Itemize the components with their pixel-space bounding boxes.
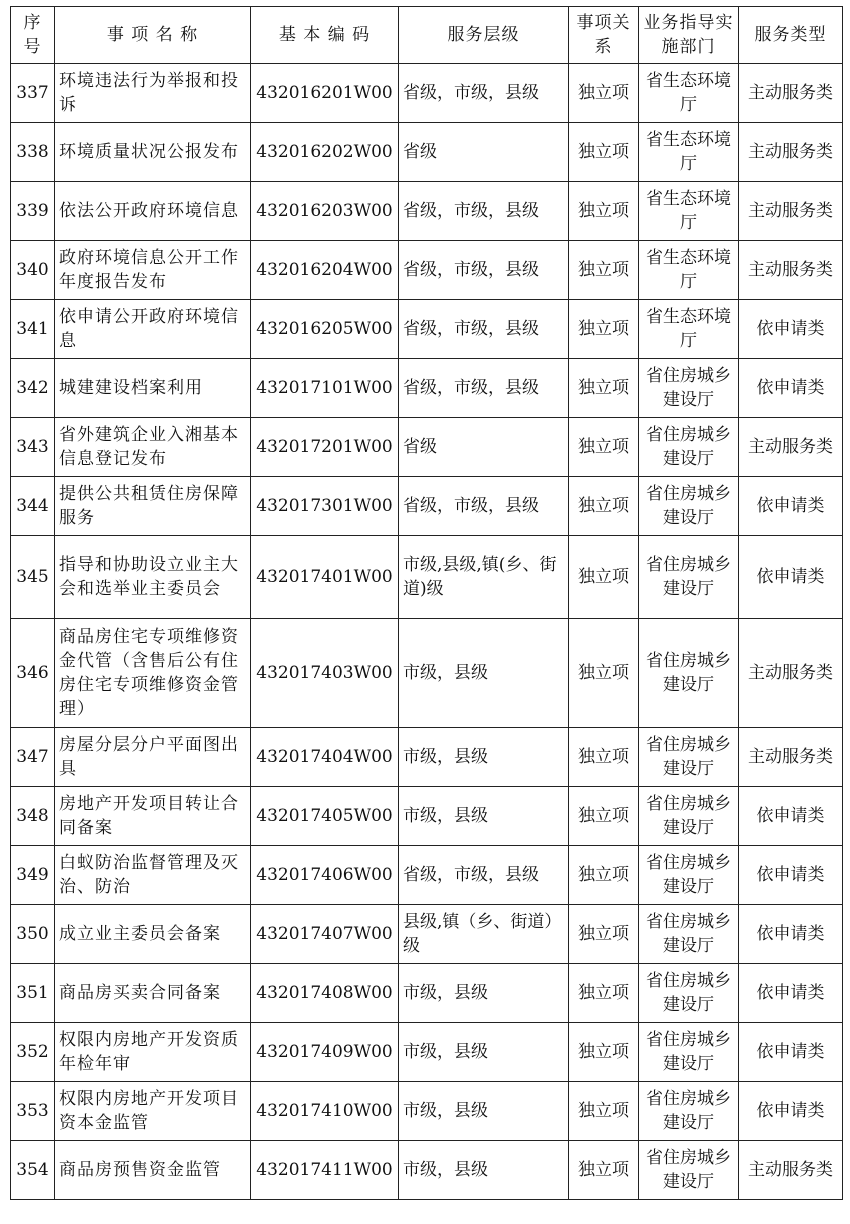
- table-row: [11, 1082, 843, 1141]
- row-relation: 独立项: [569, 536, 639, 619]
- table-row: [11, 300, 843, 359]
- row-dept: 省住房城乡建设厅: [639, 846, 739, 905]
- table-row: [11, 477, 843, 536]
- row-dept: 省住房城乡建设厅: [639, 359, 739, 418]
- row-seq: 343: [11, 418, 55, 477]
- row-name: 商品房买卖合同备案: [55, 964, 251, 1023]
- row-code: 432016201W00: [251, 64, 399, 123]
- row-dept: 省住房城乡建设厅: [639, 477, 739, 536]
- row-level: 省级: [399, 123, 569, 182]
- row-seq: 354: [11, 1141, 55, 1200]
- table-row: [11, 418, 843, 477]
- row-dept: 省住房城乡建设厅: [639, 1141, 739, 1200]
- table-row: [11, 619, 843, 728]
- row-seq: 344: [11, 477, 55, 536]
- table-row: [11, 905, 843, 964]
- row-code: 432017411W00: [251, 1141, 399, 1200]
- row-level: 县级,镇（乡、街道）级: [399, 905, 569, 964]
- row-level: 市级，县级: [399, 1141, 569, 1200]
- row-code: 432017407W00: [251, 905, 399, 964]
- row-seq: 347: [11, 728, 55, 787]
- row-type: 主动服务类: [739, 182, 843, 241]
- row-relation: 独立项: [569, 64, 639, 123]
- row-dept: 省生态环境厅: [639, 182, 739, 241]
- row-name: 环境质量状况公报发布: [55, 123, 251, 182]
- row-relation: 独立项: [569, 241, 639, 300]
- row-code: 432017101W00: [251, 359, 399, 418]
- row-name: 提供公共租赁住房保障服务: [55, 477, 251, 536]
- row-type: 依申请类: [739, 964, 843, 1023]
- row-level: 省级，市级，县级: [399, 300, 569, 359]
- header-code: 基 本 编 码: [251, 7, 399, 64]
- row-name: 商品房预售资金监管: [55, 1141, 251, 1200]
- row-dept: 省生态环境厅: [639, 241, 739, 300]
- row-dept: 省住房城乡建设厅: [639, 787, 739, 846]
- row-name: 权限内房地产开发资质年检年审: [55, 1023, 251, 1082]
- row-name: 城建建设档案利用: [55, 359, 251, 418]
- row-relation: 独立项: [569, 964, 639, 1023]
- table-row: [11, 1023, 843, 1082]
- row-name: 白蚁防治监督管理及灭治、防治: [55, 846, 251, 905]
- row-name: 环境违法行为举报和投诉: [55, 64, 251, 123]
- row-seq: 351: [11, 964, 55, 1023]
- row-type: 主动服务类: [739, 728, 843, 787]
- row-code: 432016205W00: [251, 300, 399, 359]
- row-name: 房屋分层分户平面图出具: [55, 728, 251, 787]
- row-seq: 352: [11, 1023, 55, 1082]
- row-level: 市级,县级,镇(乡、街道)级: [399, 536, 569, 619]
- row-relation: 独立项: [569, 728, 639, 787]
- row-relation: 独立项: [569, 619, 639, 728]
- row-seq: 337: [11, 64, 55, 123]
- table-row: [11, 728, 843, 787]
- service-items-table: [10, 6, 843, 1200]
- row-type: 主动服务类: [739, 64, 843, 123]
- row-code: 432017403W00: [251, 619, 399, 728]
- row-relation: 独立项: [569, 1082, 639, 1141]
- row-type: 依申请类: [739, 905, 843, 964]
- row-relation: 独立项: [569, 418, 639, 477]
- header-seq: 序号: [11, 7, 55, 64]
- row-seq: 340: [11, 241, 55, 300]
- row-name: 指导和协助设立业主大会和选举业主委员会: [55, 536, 251, 619]
- row-dept: 省住房城乡建设厅: [639, 728, 739, 787]
- table-row: [11, 846, 843, 905]
- row-code: 432017301W00: [251, 477, 399, 536]
- row-seq: 349: [11, 846, 55, 905]
- row-level: 省级，市级，县级: [399, 182, 569, 241]
- row-relation: 独立项: [569, 123, 639, 182]
- row-name: 省外建筑企业入湘基本信息登记发布: [55, 418, 251, 477]
- row-relation: 独立项: [569, 905, 639, 964]
- row-level: 市级，县级: [399, 728, 569, 787]
- row-relation: 独立项: [569, 846, 639, 905]
- row-dept: 省生态环境厅: [639, 123, 739, 182]
- row-relation: 独立项: [569, 182, 639, 241]
- row-level: 市级，县级: [399, 1023, 569, 1082]
- row-code: 432017405W00: [251, 787, 399, 846]
- row-name: 权限内房地产开发项目资本金监管: [55, 1082, 251, 1141]
- row-level: 省级，市级，县级: [399, 477, 569, 536]
- row-type: 依申请类: [739, 300, 843, 359]
- row-level: 省级: [399, 418, 569, 477]
- header-dept: 业务指导实施部门: [639, 7, 739, 64]
- table-row: [11, 359, 843, 418]
- row-dept: 省生态环境厅: [639, 64, 739, 123]
- row-type: 主动服务类: [739, 241, 843, 300]
- table-row: [11, 64, 843, 123]
- row-relation: 独立项: [569, 359, 639, 418]
- row-dept: 省住房城乡建设厅: [639, 418, 739, 477]
- row-name: 成立业主委员会备案: [55, 905, 251, 964]
- row-dept: 省住房城乡建设厅: [639, 1082, 739, 1141]
- row-dept: 省生态环境厅: [639, 300, 739, 359]
- row-seq: 338: [11, 123, 55, 182]
- row-name: 依申请公开政府环境信息: [55, 300, 251, 359]
- row-seq: 339: [11, 182, 55, 241]
- table-row: [11, 787, 843, 846]
- row-type: 依申请类: [739, 1082, 843, 1141]
- row-relation: 独立项: [569, 300, 639, 359]
- row-code: 432016202W00: [251, 123, 399, 182]
- table-row: [11, 241, 843, 300]
- row-dept: 省住房城乡建设厅: [639, 619, 739, 728]
- row-name: 房地产开发项目转让合同备案: [55, 787, 251, 846]
- row-level: 市级，县级: [399, 787, 569, 846]
- row-type: 依申请类: [739, 359, 843, 418]
- table-row: [11, 1141, 843, 1200]
- row-code: 432017401W00: [251, 536, 399, 619]
- table-header-row: [11, 7, 843, 64]
- row-code: 432017201W00: [251, 418, 399, 477]
- row-level: 省级，市级，县级: [399, 359, 569, 418]
- row-relation: 独立项: [569, 787, 639, 846]
- row-type: 主动服务类: [739, 123, 843, 182]
- row-level: 市级，县级: [399, 1082, 569, 1141]
- header-type: 服务类型: [739, 7, 843, 64]
- row-type: 主动服务类: [739, 619, 843, 728]
- row-seq: 342: [11, 359, 55, 418]
- row-type: 依申请类: [739, 787, 843, 846]
- row-type: 主动服务类: [739, 1141, 843, 1200]
- header-relation: 事项关系: [569, 7, 639, 64]
- row-seq: 345: [11, 536, 55, 619]
- row-seq: 341: [11, 300, 55, 359]
- row-level: 省级，市级，县级: [399, 64, 569, 123]
- table-row: [11, 182, 843, 241]
- header-level: 服务层级: [399, 7, 569, 64]
- row-seq: 353: [11, 1082, 55, 1141]
- row-seq: 346: [11, 619, 55, 728]
- row-name: 依法公开政府环境信息: [55, 182, 251, 241]
- row-dept: 省住房城乡建设厅: [639, 964, 739, 1023]
- row-name: 政府环境信息公开工作年度报告发布: [55, 241, 251, 300]
- row-dept: 省住房城乡建设厅: [639, 1023, 739, 1082]
- row-seq: 348: [11, 787, 55, 846]
- row-type: 依申请类: [739, 477, 843, 536]
- table-row: [11, 123, 843, 182]
- row-type: 依申请类: [739, 1023, 843, 1082]
- row-level: 市级，县级: [399, 619, 569, 728]
- row-code: 432017409W00: [251, 1023, 399, 1082]
- row-type: 依申请类: [739, 846, 843, 905]
- row-relation: 独立项: [569, 1023, 639, 1082]
- table-row: [11, 964, 843, 1023]
- row-dept: 省住房城乡建设厅: [639, 536, 739, 619]
- row-relation: 独立项: [569, 1141, 639, 1200]
- row-dept: 省住房城乡建设厅: [639, 905, 739, 964]
- row-seq: 350: [11, 905, 55, 964]
- row-type: 依申请类: [739, 536, 843, 619]
- row-level: 省级，市级，县级: [399, 241, 569, 300]
- row-code: 432017404W00: [251, 728, 399, 787]
- row-code: 432017406W00: [251, 846, 399, 905]
- row-relation: 独立项: [569, 477, 639, 536]
- table-row: [11, 536, 843, 619]
- row-code: 432017408W00: [251, 964, 399, 1023]
- row-code: 432016204W00: [251, 241, 399, 300]
- row-level: 市级，县级: [399, 964, 569, 1023]
- row-code: 432016203W00: [251, 182, 399, 241]
- row-type: 主动服务类: [739, 418, 843, 477]
- header-name: 事 项 名 称: [55, 7, 251, 64]
- row-level: 省级，市级，县级: [399, 846, 569, 905]
- row-name: 商品房住宅专项维修资金代管（含售后公有住房住宅专项维修资金管理）: [55, 619, 251, 728]
- row-code: 432017410W00: [251, 1082, 399, 1141]
